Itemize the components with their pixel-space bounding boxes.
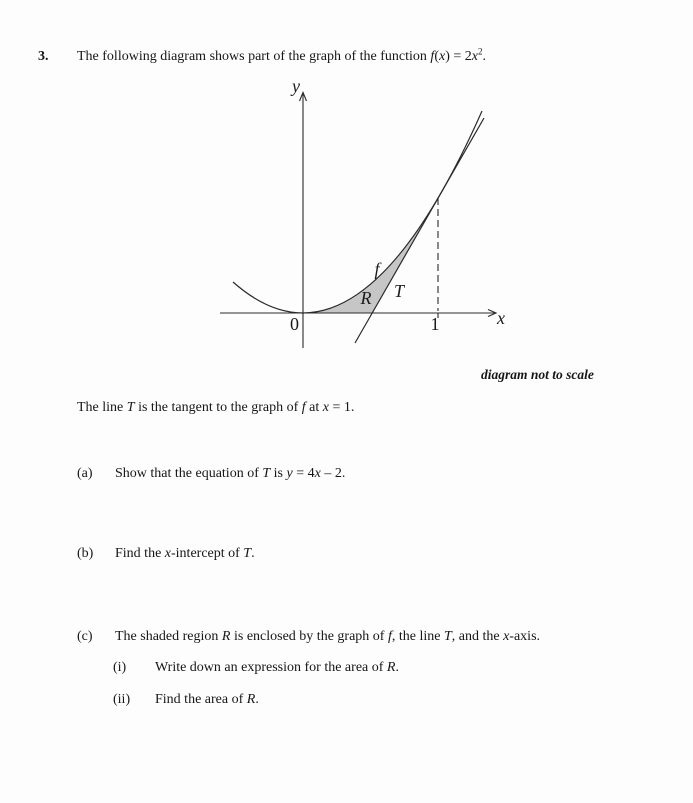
function-f-label: f bbox=[374, 259, 380, 279]
part-c-label: (c) bbox=[77, 629, 93, 644]
region-R-label: R bbox=[360, 288, 372, 308]
diagram-not-to-scale-note: diagram not to scale bbox=[481, 367, 594, 382]
tangent-line-T bbox=[355, 118, 484, 343]
region-R-shading bbox=[305, 198, 438, 313]
y-axis-label: y bbox=[292, 76, 300, 96]
part-c-ii-text: Find the area of R. bbox=[155, 692, 259, 707]
tangent-statement: The line T is the tangent to the graph of f at x = 1. bbox=[77, 400, 355, 415]
origin-label: 0 bbox=[290, 314, 299, 334]
x-tick-label: 1 bbox=[430, 314, 440, 334]
part-b-label: (b) bbox=[77, 546, 94, 561]
graph-figure bbox=[190, 76, 520, 365]
tangent-T-label: T bbox=[393, 281, 405, 301]
part-c-ii-label: (ii) bbox=[113, 692, 131, 707]
part-c-i-label: (i) bbox=[113, 660, 127, 675]
question-intro: The following diagram shows part of the graph of the function $f(x) = 2x^2$. bbox=[77, 46, 486, 64]
part-c-text: The shaded region R is enclosed by the graph of f, the line T, and the x-axis. bbox=[115, 629, 541, 644]
question-number: 3. bbox=[38, 49, 49, 64]
part-b-text: Find the x-intercept of T. bbox=[115, 546, 255, 561]
part-a-label: (a) bbox=[77, 466, 93, 481]
x-axis-label: x bbox=[497, 308, 505, 328]
curve-f bbox=[233, 111, 482, 313]
part-a-text: Show that the equation of T is y = 4x – 2. bbox=[115, 466, 346, 481]
part-c-i-text: Write down an expression for the area of R. bbox=[155, 660, 399, 675]
